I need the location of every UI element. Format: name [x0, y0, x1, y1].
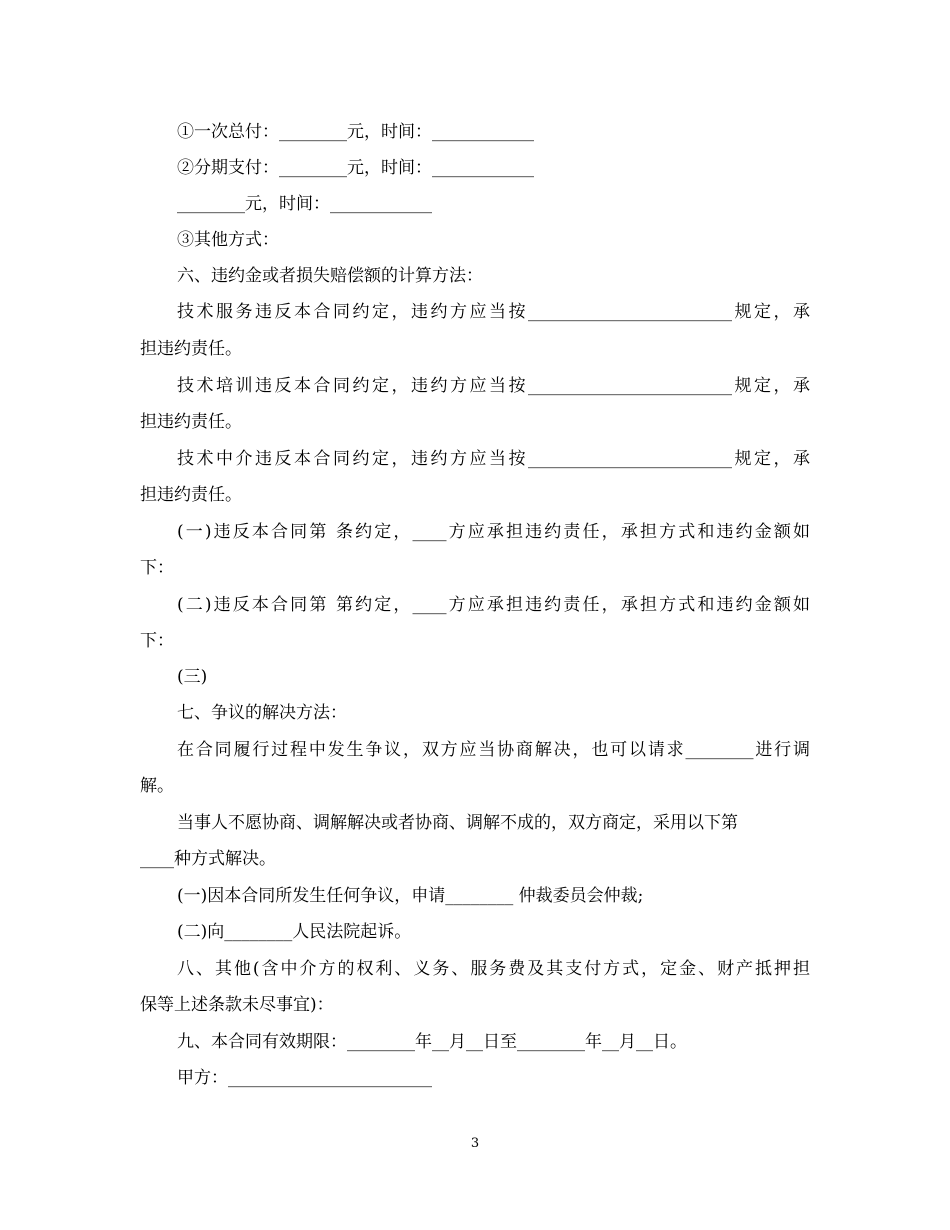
dispute-mediation-line2: 解。 — [140, 776, 174, 796]
clause-tech-intermediary-line2: 担违约责任。 — [140, 485, 242, 505]
payment-installment: ②分期支付：________元，时间：____________ — [177, 158, 534, 178]
breach-item-3: (三) — [177, 667, 208, 687]
section-8-heading-line2: 保等上述条款未尽事宜)： — [140, 995, 334, 1015]
payment-installment-continued: ________元，时间：____________ — [177, 194, 432, 214]
party-a-signature: 甲方：________________________ — [177, 1068, 432, 1088]
section-6-heading: 六、违约金或者损失赔偿额的计算方法： — [177, 266, 483, 286]
section-7-heading: 七、争议的解决方法： — [177, 703, 347, 723]
section-8-heading-line1: 八、其他(含中介方的权利、义务、服务费及其支付方式，定金、财产抵押担 — [177, 959, 810, 979]
clause-tech-service-line2: 担违约责任。 — [140, 339, 242, 359]
payment-other-method: ③其他方式： — [177, 230, 279, 250]
clause-tech-training-line1: 技术培训违反本合同约定，违约方应当按________________________规定，承 — [177, 376, 810, 396]
breach-item-2-line2: 下： — [140, 631, 174, 651]
breach-item-2-line1: (二)违反本合同第 第约定，____方应承担违约责任，承担方式和违约金额如 — [177, 595, 810, 615]
page-number: 3 — [470, 1136, 480, 1151]
breach-item-1-line2: 下： — [140, 558, 174, 578]
clause-tech-training-line2: 担违约责任。 — [140, 412, 242, 432]
payment-lump-sum: ①一次总付：________元，时间：____________ — [177, 122, 534, 142]
clause-tech-service-line1: 技术服务违反本合同约定，违约方应当按________________________规定，承 — [177, 302, 810, 322]
section-9-validity: 九、本合同有效期限：________年__月__日至________年__月__日。 — [177, 1032, 687, 1052]
dispute-method-line2: ____种方式解决。 — [140, 849, 276, 869]
dispute-arbitration: (一)因本合同所发生任何争议，申请________ 仲裁委员会仲裁; — [177, 886, 644, 906]
breach-item-1-line1: (一)违反本合同第 条约定，____方应承担违约责任，承担方式和违约金额如 — [177, 522, 810, 542]
dispute-method-line1: 当事人不愿协商、调解解决或者协商、调解不成的，双方商定，采用以下第 — [177, 813, 738, 833]
clause-tech-intermediary-line1: 技术中介违反本合同约定，违约方应当按________________________规定，承 — [177, 449, 810, 469]
dispute-mediation-line1: 在合同履行过程中发生争议，双方应当协商解决，也可以请求________进行调 — [177, 740, 810, 760]
dispute-court: (二)向________人民法院起诉。 — [177, 922, 412, 942]
